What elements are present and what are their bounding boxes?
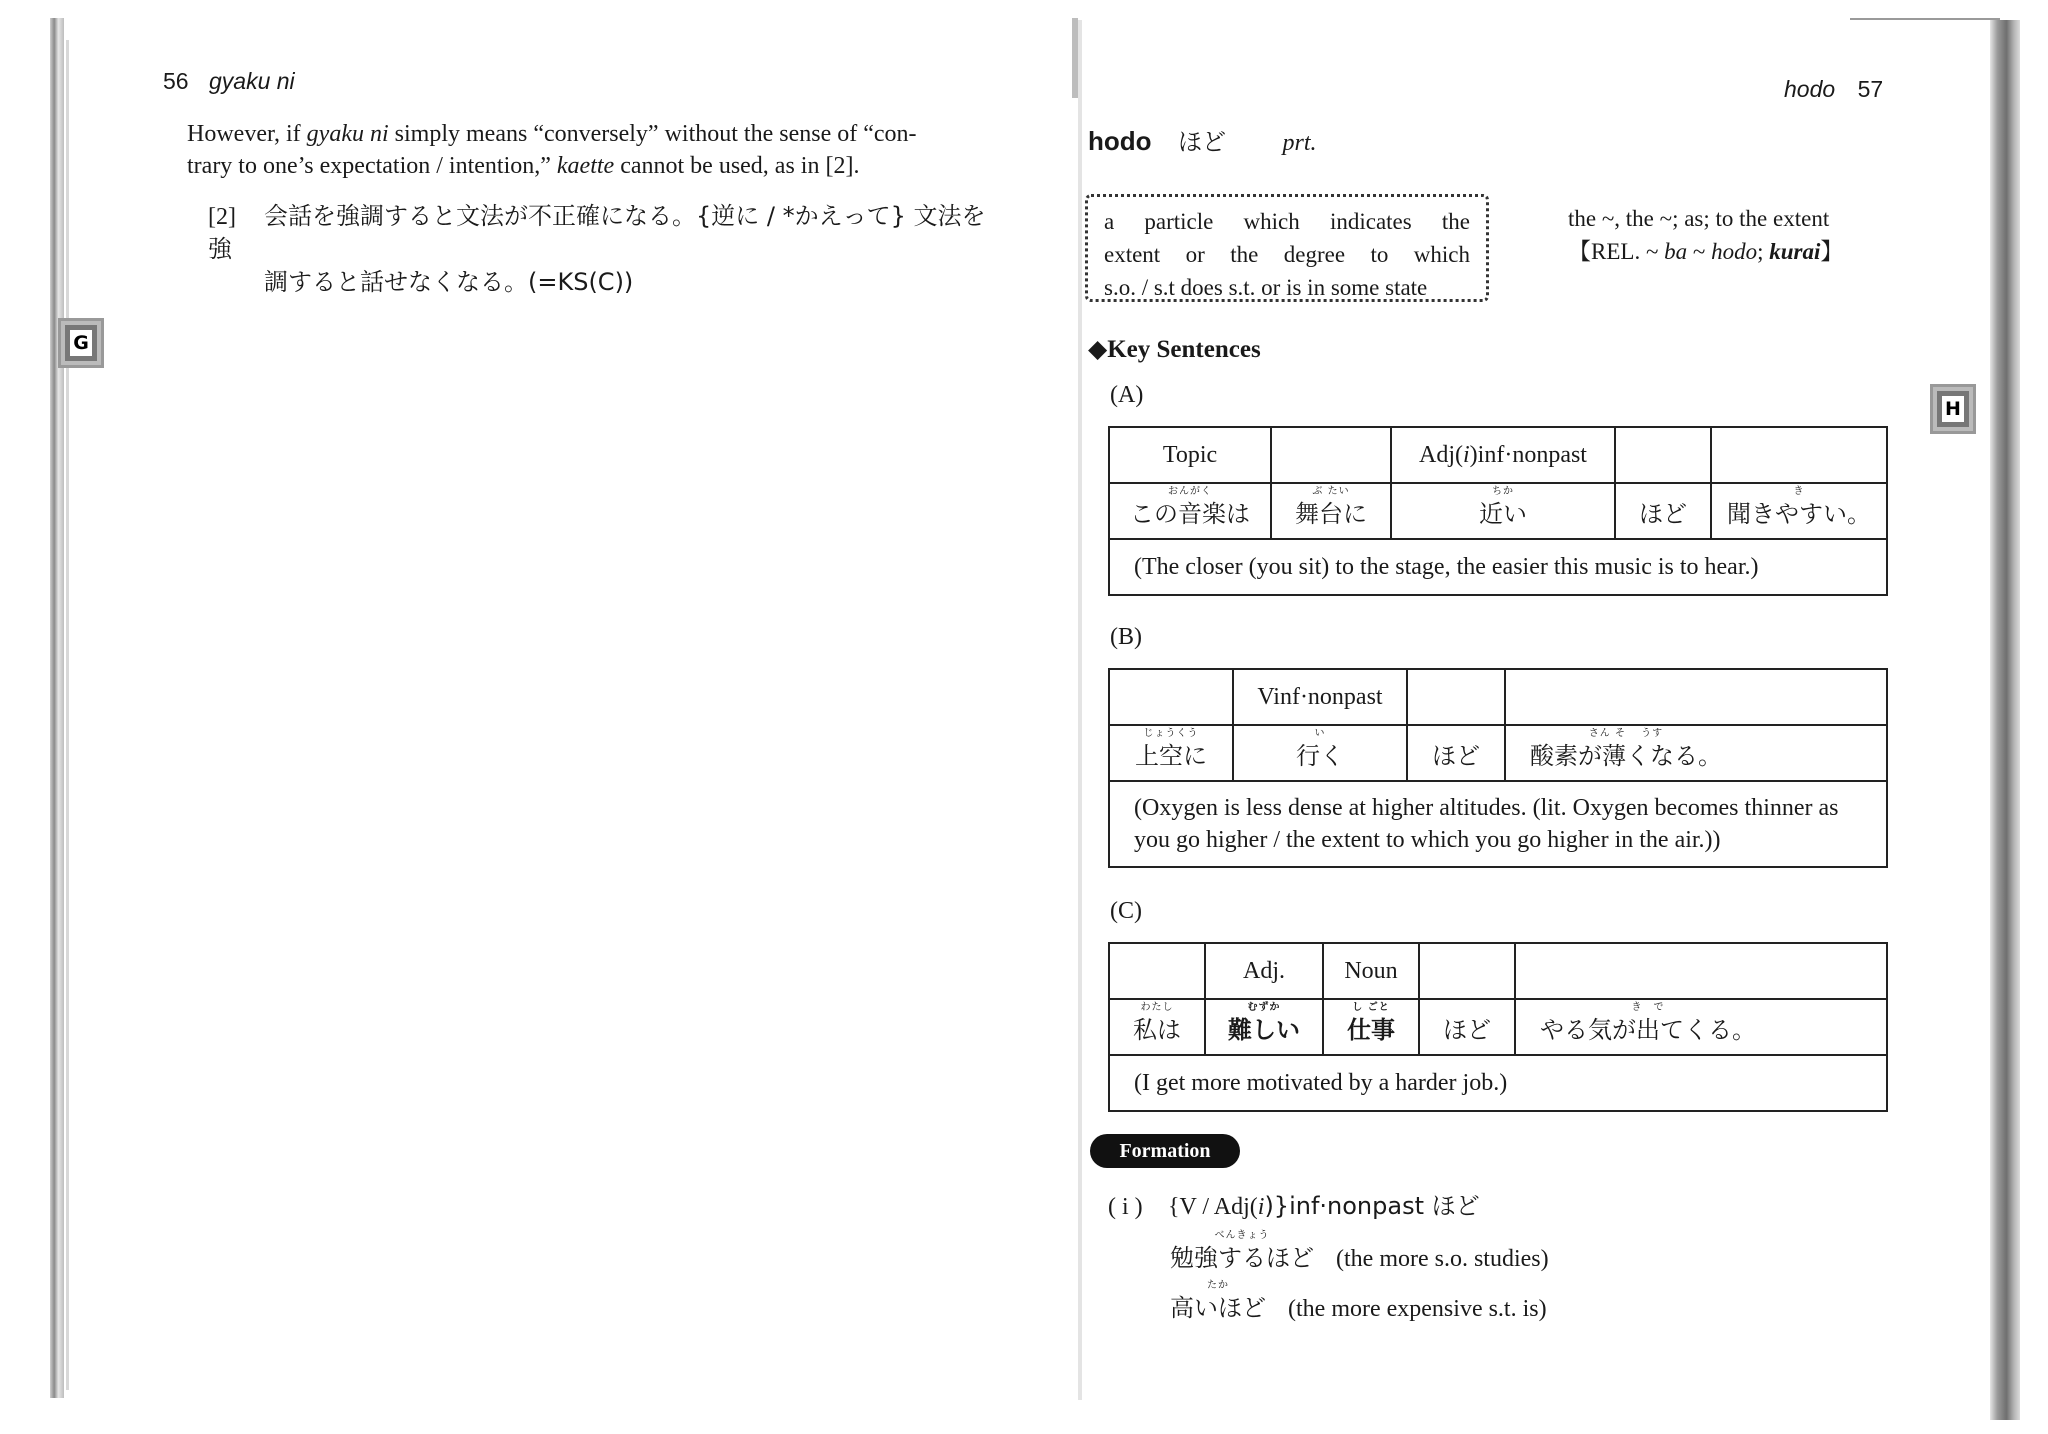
key-sentence-table-a [1108, 426, 1888, 596]
header-text: )inf·nonpast [1469, 441, 1587, 468]
cell-text: 上空に [1135, 741, 1207, 770]
table-cell: ほど [1615, 483, 1711, 539]
rel-text: ~ [1687, 239, 1712, 264]
key-sentences-heading: ◆Key Sentences [1088, 336, 1261, 363]
cell-text: 舞台に [1295, 499, 1367, 528]
furigana: さん そ うす [1588, 727, 1664, 739]
cell-text: 近い [1479, 499, 1527, 528]
table-header-row [1109, 669, 1887, 725]
formation-rule-text: i [1257, 1194, 1265, 1220]
paragraph-text: trary to one’s expectation / intention,” [187, 153, 557, 179]
table-cell [1271, 483, 1391, 539]
gloss-line: the ~, the ~; as; to the extent [1568, 206, 1830, 231]
thumb-tab-h [1930, 384, 1976, 434]
left-page-edge-inner [66, 40, 69, 1390]
top-right-edge [1850, 18, 2000, 20]
furigana: し ごと [1352, 1001, 1390, 1013]
table-cell [1271, 427, 1391, 483]
definition-box [1085, 194, 1489, 302]
table-cell [1205, 999, 1323, 1055]
furigana: ぶ たい [1312, 485, 1350, 497]
formation-rule-text: {V / Adj( [1168, 1194, 1258, 1220]
table-cell [1109, 943, 1205, 999]
cell-text: この音楽は [1130, 499, 1250, 528]
furigana: べんきょう [1214, 1230, 1270, 1241]
furigana: たか [1207, 1280, 1229, 1291]
header-text: i [1463, 441, 1470, 468]
table-cell [1407, 669, 1505, 725]
cell-text: 仕事 [1347, 1015, 1395, 1044]
table-cell [1109, 669, 1233, 725]
example-jp-text: 勉強するほど [1170, 1244, 1314, 1272]
rel-text: 】 [1820, 239, 1844, 264]
table-cell: Topic [1109, 427, 1271, 483]
thumb-tab-letter: G [70, 330, 92, 356]
furigana: い [1314, 727, 1326, 739]
headword-japanese: ほど [1178, 128, 1227, 156]
furigana: おんがく [1168, 485, 1212, 497]
table-cell [1323, 999, 1419, 1055]
example-number: [2] [208, 204, 236, 230]
table-cell [1233, 725, 1407, 781]
table-cell: Adj. [1205, 943, 1323, 999]
thumb-tab-g [58, 318, 104, 368]
translation: (Oxygen is less dense at higher altitudes. (lit. Oxygen becomes thinner as you go higher / the extent to which you go higher in the air.)) [1109, 781, 1887, 867]
gutter [1078, 20, 1082, 1400]
entry-heading [1088, 122, 1317, 157]
rel-text: ; [1757, 239, 1770, 264]
rel-term: kurai [1769, 239, 1821, 264]
table-cell [1109, 725, 1233, 781]
section-label-c: (C) [1110, 898, 1142, 924]
cell-text: 酸素が薄くなる。 [1530, 741, 1722, 770]
right-running-head [1784, 76, 1883, 103]
formation-example-jp [1170, 1230, 1314, 1273]
table-row [1109, 999, 1887, 1055]
header-text: Adj( [1419, 441, 1463, 468]
furigana: き [1793, 485, 1805, 497]
example-jp-text: 高いほど [1170, 1294, 1266, 1322]
paragraph-term: gyaku ni [306, 121, 389, 147]
right-page-edge [1990, 20, 2020, 1420]
table-cell [1505, 725, 1887, 781]
furigana: き で [1631, 1001, 1665, 1013]
rel-term: hodo [1711, 239, 1758, 264]
table-cell [1109, 483, 1271, 539]
formation-rule [1108, 1186, 1480, 1221]
table-cell [1711, 427, 1887, 483]
left-page-number: 56 [163, 68, 189, 94]
table-cell [1109, 999, 1205, 1055]
english-gloss [1568, 202, 1843, 268]
right-running-title: hodo [1784, 76, 1836, 102]
section-label-b: (B) [1110, 624, 1142, 650]
furigana: むずか [1247, 1001, 1281, 1013]
formation-example-gloss: (the more s.o. studies) [1336, 1246, 1549, 1272]
table-cell [1615, 427, 1711, 483]
definition-line: extent or the degree to which [1104, 242, 1470, 267]
key-sentence-table-b [1108, 668, 1888, 868]
formation-example-jp [1170, 1280, 1266, 1323]
key-sentence-table-c [1108, 942, 1888, 1112]
table-cell [1419, 943, 1515, 999]
paragraph-text: cannot be used, as in [2]. [614, 153, 860, 179]
cell-text: 聞きやすい。 [1727, 499, 1871, 528]
cell-text: やる気が出てくる。 [1540, 1015, 1756, 1044]
table-header-row [1109, 427, 1887, 483]
left-page-edge [50, 18, 64, 1398]
formation-example-gloss: (the more expensive s.t. is) [1288, 1296, 1547, 1322]
formation-label: Formation [1090, 1134, 1240, 1168]
table-cell [1505, 669, 1887, 725]
translation: (The closer (you sit) to the stage, the easier this music is to hear.) [1109, 539, 1887, 595]
left-paragraph [187, 118, 977, 182]
headword: hodo [1088, 126, 1152, 156]
formation-example [1170, 1230, 1549, 1273]
translation: (I get more motivated by a harder job.) [1109, 1055, 1887, 1111]
cell-text: 難しい [1228, 1015, 1300, 1044]
table-cell [1391, 427, 1615, 483]
rel-text: 【REL. ~ [1568, 239, 1665, 264]
table-header-row [1109, 943, 1887, 999]
table-cell: Noun [1323, 943, 1419, 999]
furigana: わたし [1140, 1001, 1174, 1013]
formation-index: ( i ) [1108, 1194, 1143, 1220]
rel-term: ba [1664, 239, 1688, 264]
related-entries [1568, 235, 1843, 268]
table-cell [1711, 483, 1887, 539]
table-cell: Vinf·nonpast [1233, 669, 1407, 725]
furigana: じょうくう [1143, 727, 1199, 739]
table-cell [1515, 999, 1887, 1055]
part-of-speech: prt. [1282, 130, 1317, 156]
cell-text: 私は [1133, 1015, 1181, 1044]
paragraph-term: kaette [556, 153, 615, 179]
left-running-head [163, 68, 295, 95]
table-cell [1391, 483, 1615, 539]
right-page-number: 57 [1857, 76, 1884, 102]
table-row [1109, 483, 1887, 539]
thumb-tab-letter: H [1942, 396, 1964, 422]
table-row [1109, 725, 1887, 781]
translation-row [1109, 1055, 1887, 1111]
translation-row [1109, 539, 1887, 595]
furigana: ちか [1492, 485, 1514, 497]
table-cell: ほど [1407, 725, 1505, 781]
formation-rule-text: )}inf·nonpast ほど [1264, 1192, 1480, 1220]
example-line-2: 調すると話せなくなる。(=KS(C)) [264, 268, 634, 296]
cell-text: 行く [1296, 741, 1344, 770]
formation-example [1170, 1280, 1547, 1323]
example-2 [208, 200, 988, 298]
table-cell [1515, 943, 1887, 999]
section-label-a: (A) [1110, 382, 1144, 408]
definition-line: a particle which indicates the [1104, 209, 1470, 234]
example-line-1: 会話を強調すると文法が不正確になる。{逆に / *かえって} 文法を強 [208, 202, 986, 263]
paragraph-text: simply means “conversely” without the sense of “con- [388, 121, 917, 147]
definition-line: s.o. / s.t does s.t. or is in some state [1104, 275, 1428, 300]
translation-row [1109, 781, 1887, 867]
left-running-title: gyaku ni [208, 68, 295, 94]
table-cell: ほど [1419, 999, 1515, 1055]
paragraph-text: However, if [187, 121, 307, 147]
